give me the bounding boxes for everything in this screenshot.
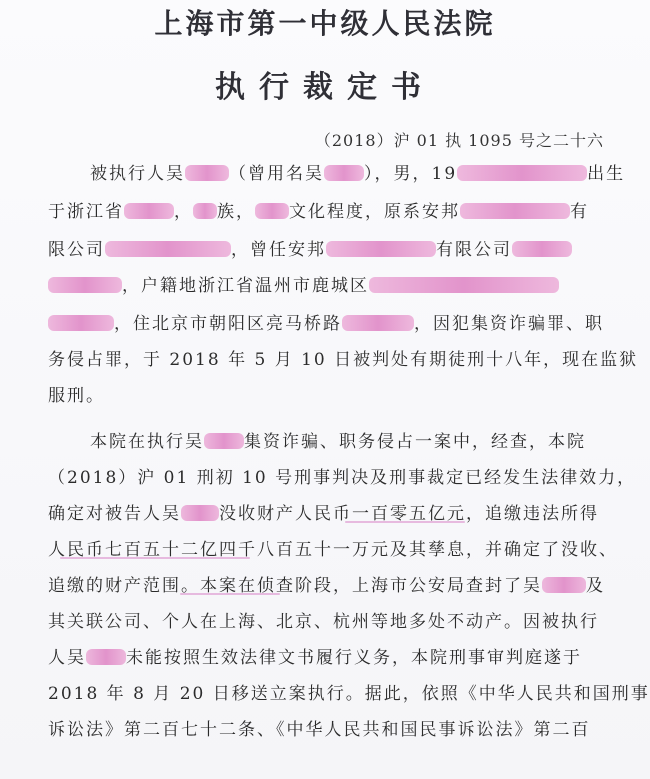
redaction-mark (457, 165, 587, 181)
text-line-14 (48, 644, 608, 672)
text-segment: 限公司 (48, 240, 105, 260)
court-name: 上海市第一中级人民法院 (154, 7, 496, 40)
text-segment: 没收财产人民币一百零五亿元，追缴违法所得 (219, 504, 599, 524)
text-segment: 有 (570, 202, 589, 222)
redaction-mark (324, 165, 364, 181)
redaction-mark (369, 277, 559, 293)
redaction-mark (542, 577, 586, 593)
document-title: 执行裁定书 (215, 70, 435, 105)
text-line-13: 其关联公司、个人在上海、北京、杭州等地多处不动产。因被执行 (48, 612, 599, 632)
text-segment: ），男，19 (364, 164, 458, 184)
text-segment: 有限公司 (436, 240, 512, 260)
text-line-7: 服刑。 (48, 386, 105, 406)
text-segment: 集资诈骗、职务侵占一案中，经查，本院 (244, 432, 586, 452)
text-segment: 于浙江省 (48, 202, 124, 222)
redaction-mark (48, 315, 114, 331)
highlight-underline (180, 593, 280, 595)
text-line-8 (90, 428, 608, 456)
redaction-mark (512, 241, 572, 257)
text-segment: ，曾任安邦 (231, 240, 326, 260)
text-segment: 文化程度，原系安邦 (289, 202, 460, 222)
text-line-12 (48, 572, 608, 600)
text-line-3 (48, 236, 608, 264)
text-segment: 族， (217, 202, 255, 222)
redaction-mark (204, 433, 244, 449)
redaction-mark (326, 241, 436, 257)
text-segment: 被执行人吴 (90, 164, 185, 184)
redaction-mark (193, 203, 217, 219)
text-segment: 及 (586, 576, 605, 596)
document-number: （2018）沪 01 执 1095 号之二十六 (314, 131, 604, 150)
text-segment: ，住北京市朝阳区亮马桥路 (114, 314, 342, 334)
highlight-underline (60, 557, 250, 559)
text-line-6: 务侵占罪，于 2018 年 5 月 10 日被判处有期徒刑十八年，现在监狱 (48, 350, 639, 370)
redaction-mark (342, 315, 414, 331)
text-segment: 追缴的财产范围。本案在侦查阶段，上海市公安局查封了吴 (48, 576, 542, 596)
redaction-mark (460, 203, 570, 219)
highlight-underline (345, 521, 465, 523)
text-segment: 出生 (587, 164, 626, 184)
text-segment: ，因犯集资诈骗罪、职 (414, 314, 604, 334)
text-segment: ， (174, 202, 193, 222)
text-segment: 未能按照生效法律文书履行义务，本院刑事审判庭遂于 (126, 648, 582, 668)
redaction-mark (124, 203, 174, 219)
redaction-mark (86, 649, 126, 665)
redaction-mark (48, 277, 122, 293)
text-line-11: 人民币七百五十二亿四千八百五十一万元及其孳息，并确定了没收、 (48, 540, 618, 560)
text-segment: ，户籍地浙江省温州市鹿城区 (122, 276, 369, 296)
redaction-mark (105, 241, 231, 257)
text-segment: 确定对被告人吴 (48, 504, 181, 524)
text-line-9: （2018）沪 01 刑初 10 号刑事判决及刑事裁定已经发生法律效力， (48, 468, 637, 488)
redaction-mark (185, 165, 229, 181)
text-line-15: 2018 年 8 月 20 日移送立案执行。据此，依照《中华人民共和国刑事 (48, 684, 650, 704)
redaction-mark (181, 505, 219, 521)
text-segment: 人吴 (48, 648, 86, 668)
text-line-5 (48, 310, 608, 338)
text-segment: （曾用名吴 (229, 164, 324, 184)
text-line-2 (48, 198, 608, 226)
text-line-4 (48, 272, 608, 300)
text-line-16: 诉讼法》第二百七十二条、《中华人民共和国民事诉讼法》第二百 (48, 720, 591, 740)
redaction-mark (255, 203, 289, 219)
text-segment: 本院在执行吴 (90, 432, 204, 452)
text-line-10 (48, 500, 608, 528)
text-line-1 (90, 160, 626, 188)
